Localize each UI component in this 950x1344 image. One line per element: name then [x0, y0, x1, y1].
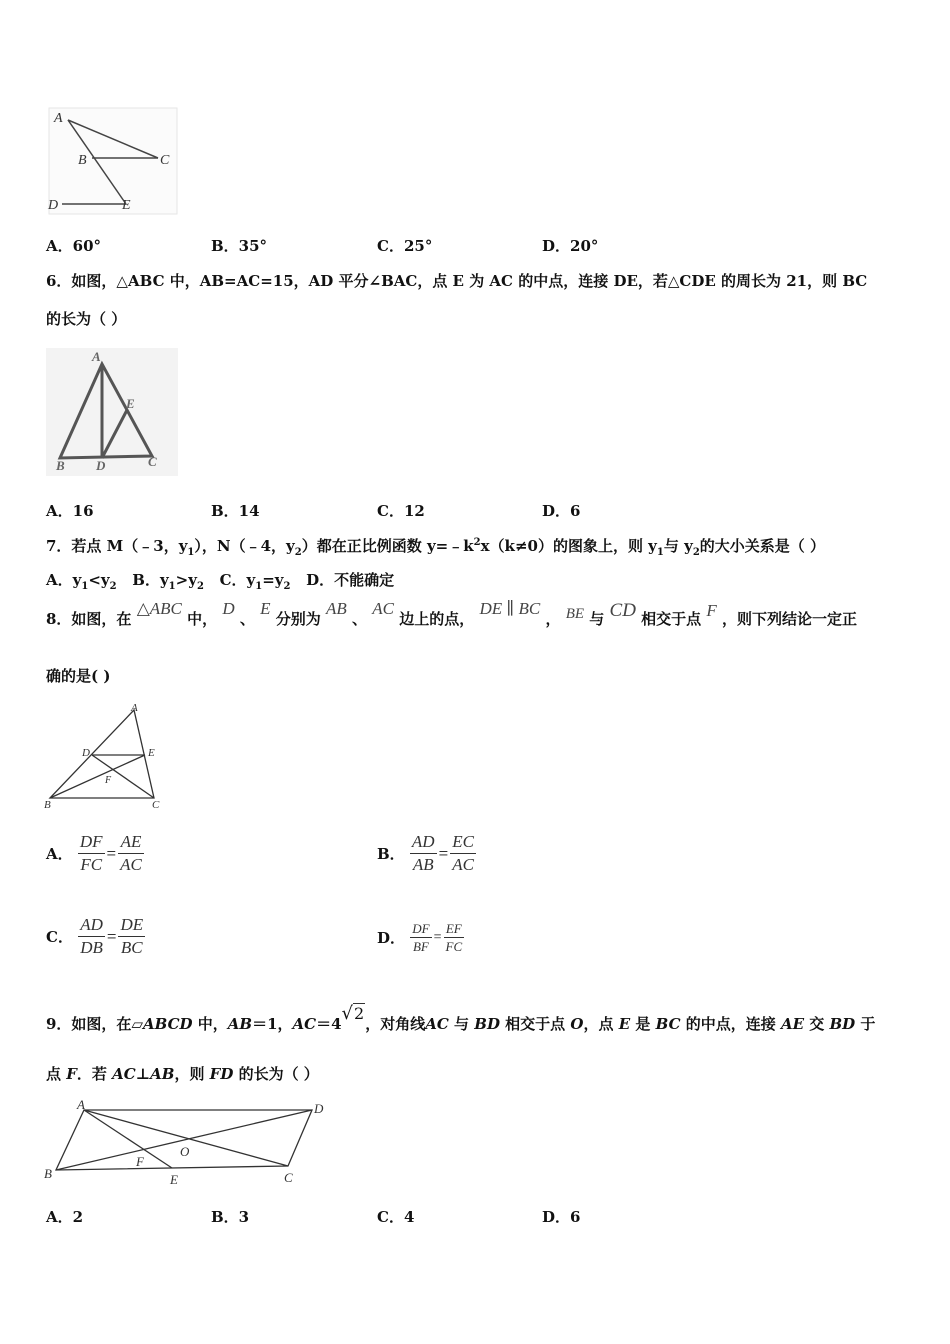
q7-option-a[interactable]	[46, 571, 117, 592]
q5-label-d: D	[48, 198, 59, 213]
q5-label-e: E	[122, 198, 131, 213]
q8-option-d[interactable]	[377, 920, 464, 955]
q8-denominator: FC	[80, 855, 103, 874]
q8-option-c[interactable]	[46, 914, 145, 959]
q9-text: 交	[804, 1015, 830, 1033]
q8-label-f: F	[105, 775, 112, 786]
q6-label-b: B	[56, 458, 65, 473]
q7-text-e: 与 y	[663, 537, 693, 555]
q7-sub: 2	[196, 581, 204, 592]
q5-label-c: C	[160, 153, 170, 168]
q9-line-bd	[56, 1110, 312, 1170]
q8-numerator: AD	[410, 831, 437, 854]
q8-text: 与	[589, 610, 605, 628]
q9-parallelogram: ABCD	[142, 1015, 193, 1033]
q8-option-a-frac-left	[78, 831, 105, 876]
q8-denominator: AB	[412, 855, 434, 874]
q8-option-b-label: B．	[377, 845, 405, 863]
q6-option-c[interactable]: C．12	[377, 502, 425, 520]
q8-denominator: FC	[445, 939, 463, 954]
q8-option-c-label: C．	[46, 928, 73, 946]
q7-text-f: 的大小关系是（ ）	[699, 537, 826, 555]
q9-text: 的中点，连接	[680, 1015, 781, 1033]
q8-option-a[interactable]	[46, 831, 144, 876]
q8-denominator: AC	[120, 855, 142, 874]
q9-diagonal: AC	[292, 1015, 317, 1033]
q8-text: ，则下列结论一定正	[722, 610, 858, 628]
q7-option-d[interactable]: D．不能确定	[306, 571, 395, 589]
q6-text-line2: 的长为（ ）	[46, 310, 127, 328]
q9-segment: AE	[780, 1015, 805, 1033]
q9-text: ，点	[583, 1015, 619, 1033]
q9-text-line2	[46, 1063, 319, 1084]
q7-question	[46, 535, 825, 558]
q7-sub: 2	[692, 547, 700, 558]
q9-label-b: B	[44, 1166, 52, 1181]
q8-numerator: DE	[118, 914, 145, 937]
q9-line-ae	[84, 1110, 172, 1168]
q8-side-ac: AC	[372, 599, 394, 618]
q8-text: 分别为	[275, 610, 321, 628]
q6-label-e: E	[126, 396, 135, 411]
q7-option-c[interactable]	[219, 571, 291, 592]
q8-label-c: C	[152, 799, 160, 811]
q9-text: ，则	[174, 1065, 210, 1083]
q9-label-e: E	[170, 1172, 178, 1187]
q9-text: 与	[448, 1015, 475, 1033]
q9-text: 的长为（ ）	[233, 1065, 319, 1083]
q7-option-a-text: A．y	[46, 571, 82, 589]
q7-sub: 2	[294, 547, 302, 558]
q9-text: 是	[630, 1015, 656, 1033]
q8-numerator: AD	[78, 914, 105, 937]
q7-option-c-text: C．y	[219, 571, 256, 589]
q8-text: 边上的点，	[399, 610, 475, 628]
q9-figure	[40, 1096, 340, 1190]
q9-diagonal: AC	[425, 1015, 449, 1033]
q8-segment-cd: CD	[609, 600, 636, 621]
q9-sqrt	[342, 1004, 366, 1023]
q6-text-line1: 6．如图，△ABC 中，AB=AC=15，AD 平分∠BAC，点 E 为 AC 的中点，连接 DE，若△CDE 的周长为 21，则 BC	[46, 272, 868, 290]
q8-equals: =	[433, 929, 442, 945]
q6-option-b[interactable]: B．14	[211, 502, 260, 520]
q8-option-b-frac-right	[450, 831, 476, 876]
q7-sub: 1	[168, 581, 176, 592]
q8-triangle-abc: △ABC	[136, 599, 182, 618]
q8-option-b-frac-left	[410, 831, 437, 876]
q9-point: F	[66, 1065, 77, 1083]
q8-option-b[interactable]	[377, 831, 476, 876]
q8-numerator: DF	[412, 921, 430, 936]
q8-text-line2: 确的是( )	[46, 667, 111, 685]
q7-text-b: ），N（﹣4，y	[194, 537, 295, 555]
q7-option-c-rel: =y	[262, 571, 284, 589]
q8-segment-be: BE	[565, 606, 585, 622]
q5-label-a: A	[54, 111, 63, 126]
q9-radicand: 2	[354, 1004, 365, 1023]
q8-text: 中，	[187, 610, 218, 628]
q9-option-a[interactable]: A．2	[46, 1208, 84, 1226]
q8-denominator: BC	[120, 938, 143, 957]
q6-option-a[interactable]: A．16	[46, 502, 94, 520]
q8-text: 相交于点	[641, 610, 702, 628]
q8-denominator: AC	[452, 855, 474, 874]
q8-label-b: B	[44, 799, 51, 811]
q5-option-d[interactable]: D．20°	[542, 237, 599, 255]
q8-option-d-label: D．	[377, 929, 406, 947]
q8-option-d-frac-right	[444, 920, 465, 955]
sqrt-icon: √	[341, 1003, 354, 1024]
q8-triangle	[50, 710, 154, 798]
q8-text: ，	[545, 610, 561, 628]
q7-sub: 2	[283, 581, 291, 592]
q5-figure	[46, 106, 180, 216]
q7-sub: 1	[255, 581, 263, 592]
q6-label-c: C	[148, 454, 157, 469]
q9-text: ＝4	[316, 1015, 342, 1033]
q5-option-c[interactable]: C．25°	[377, 237, 433, 255]
q8-figure	[42, 700, 168, 812]
q9-text-line1	[46, 1003, 876, 1034]
q9-perp: ⊥	[135, 1065, 151, 1083]
q8-denominator: DB	[80, 938, 103, 957]
q8-equals: =	[106, 926, 117, 946]
q8-numerator: AE	[118, 831, 144, 854]
q8-option-a-frac-right	[118, 831, 144, 876]
q9-side: AB	[227, 1015, 253, 1033]
q9-text: 相交于点	[499, 1015, 571, 1033]
q7-text-d: x（k≠0）的图象上，则 y	[480, 537, 657, 555]
q9-option-b[interactable]: B．3	[211, 1208, 250, 1226]
q7-option-b-text: B．y	[132, 571, 169, 589]
q8-label-a: A	[131, 702, 138, 714]
q7-option-b[interactable]	[132, 571, 204, 592]
q8-line-be	[50, 755, 145, 798]
q8-label-e: E	[148, 747, 155, 759]
q9-side: BC	[655, 1015, 681, 1033]
q9-option-d[interactable]: D．6	[542, 1208, 581, 1226]
q9-point: O	[570, 1015, 584, 1033]
q6-option-d[interactable]: D．6	[542, 502, 581, 520]
q9-text: ．若	[76, 1065, 113, 1083]
q8-denominator: BF	[412, 939, 429, 954]
q6-label-d: D	[96, 458, 106, 473]
q5-label-b: B	[78, 153, 87, 168]
q8-numerator: EC	[450, 831, 476, 854]
q9-option-c[interactable]: C．4	[377, 1208, 415, 1226]
q8-point-d: D	[222, 599, 235, 618]
q7-sub: 2	[109, 581, 117, 592]
q7-text-c: ）都在正比例函数 y=﹣k	[301, 537, 474, 555]
q9-label-o: O	[180, 1144, 190, 1159]
q5-figure-bg	[49, 108, 177, 214]
q7-options	[46, 569, 394, 592]
q5-option-a[interactable]: A．60°	[46, 237, 102, 255]
q8-equals: =	[438, 843, 449, 863]
q9-label-f: F	[136, 1154, 144, 1169]
q8-option-d-frac-left	[410, 920, 431, 955]
q9-text: 中，	[192, 1015, 228, 1033]
q7-option-a-rel: <y	[88, 571, 110, 589]
q8-side-ab: AB	[326, 599, 347, 618]
q9-text: 9．如图，在▱	[46, 1015, 143, 1033]
q9-point: E	[618, 1015, 631, 1033]
q9-label-d: D	[314, 1101, 324, 1116]
q8-text: 、	[352, 610, 368, 628]
q8-point-e: E	[260, 599, 271, 618]
q9-side: AB	[150, 1065, 175, 1083]
q8-option-c-frac-left	[78, 914, 105, 959]
q9-diagonal: BD	[474, 1015, 500, 1033]
q8-text: 、	[239, 610, 255, 628]
q9-segment: FD	[209, 1065, 234, 1083]
q5-option-b[interactable]: B．35°	[211, 237, 268, 255]
q8-label-d: D	[82, 747, 90, 759]
q8-parallel: DE ∥ BC	[479, 599, 541, 618]
q9-text: 点	[46, 1065, 67, 1083]
q7-text-a: 7．若点 M（﹣3，y	[46, 537, 188, 555]
q7-sub: 1	[187, 547, 195, 558]
q8-text: 8．如图，在	[46, 610, 132, 628]
q9-label-c: C	[284, 1170, 293, 1185]
q9-text: ＝1，	[252, 1015, 293, 1033]
q7-option-b-rel: >y	[175, 571, 197, 589]
q8-option-c-frac-right	[118, 914, 145, 959]
q7-sup: 2	[473, 537, 481, 548]
q8-point-f: F	[706, 601, 717, 620]
q9-label-a: A	[77, 1097, 85, 1112]
q6-figure	[44, 346, 180, 478]
q9-text: ，对角线	[365, 1015, 426, 1033]
q8-numerator: EF	[444, 920, 465, 938]
q6-label-a: A	[92, 349, 101, 364]
q8-option-a-label: A．	[46, 845, 73, 863]
q7-sub: 1	[656, 547, 664, 558]
q8-numerator: DF	[78, 831, 105, 854]
q7-sub: 1	[81, 581, 89, 592]
q9-text: 于	[855, 1015, 876, 1033]
q8-line-cd	[92, 755, 154, 798]
q9-diagonal: BD	[829, 1015, 856, 1033]
q8-text-line1	[46, 599, 858, 635]
q8-equals: =	[106, 843, 117, 863]
q9-diagonal: AC	[112, 1065, 136, 1083]
